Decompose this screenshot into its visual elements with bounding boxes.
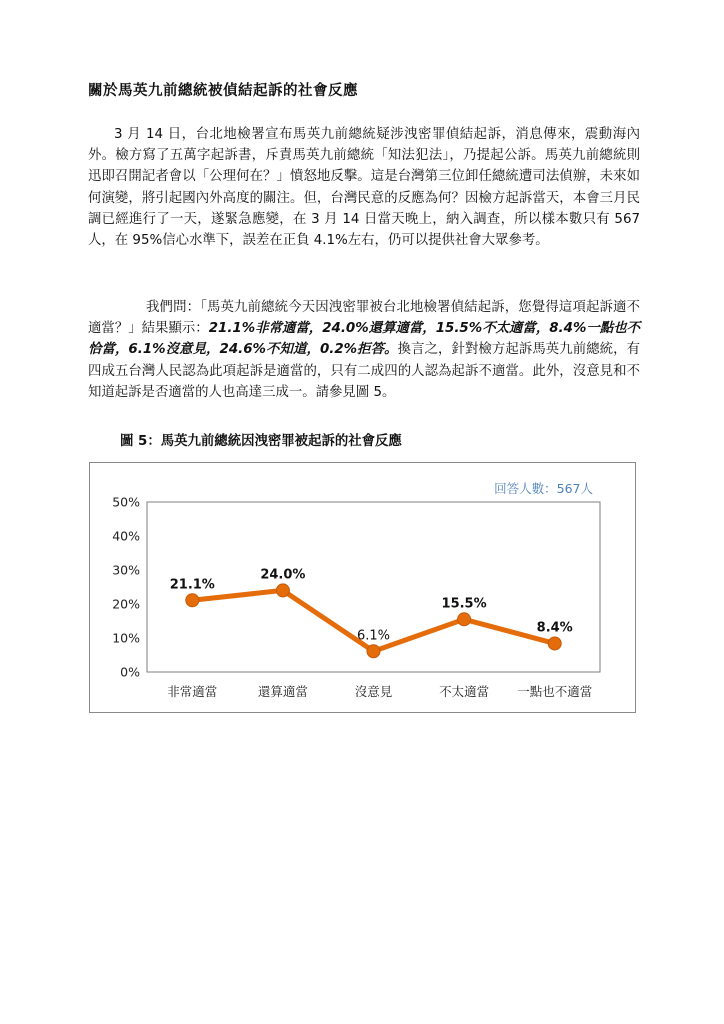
data-value-label: 8.4% bbox=[536, 620, 573, 636]
paragraph-results bbox=[88, 297, 640, 403]
y-tick-label: 10% bbox=[112, 630, 140, 646]
x-category-label: 非常適當 bbox=[167, 684, 218, 699]
data-value-label: 24.0% bbox=[260, 567, 306, 583]
data-point-marker bbox=[186, 594, 199, 607]
data-point-marker bbox=[458, 613, 471, 626]
y-tick-label: 30% bbox=[112, 562, 140, 578]
results-lead-text: 我們問：「馬英九前總統今天因洩密罪被台北地檢署偵結起訴，您覺得這項起訴適不適當？」結果顯示： bbox=[88, 300, 640, 337]
results-tail-text: 換言之，針對檢方起訴馬英九前總統，有四成五台灣人民認為此項起訴是適當的，只有二成四的人認為起訴不適當。此外，沒意見和不知道起訴是否適當的人也高達三成一。請參見圖 5。 bbox=[88, 342, 641, 400]
x-category-label: 沒意見 bbox=[354, 684, 393, 699]
y-tick-label: 20% bbox=[112, 596, 140, 612]
chart-frame bbox=[89, 462, 636, 713]
results-emphasis-text: 21.1%非常適當，24.0%還算適當，15.5%不太適當，8.4%一點也不恰當，6.1%沒意見，24.6%不知道，0.2%拒答。 bbox=[88, 321, 640, 358]
y-tick-label: 0% bbox=[120, 664, 140, 680]
x-category-label: 一點也不適當 bbox=[517, 684, 593, 699]
x-category-label: 還算適當 bbox=[257, 684, 308, 699]
data-point-marker bbox=[276, 584, 289, 597]
data-value-label: 21.1% bbox=[169, 577, 215, 593]
data-value-label: 6.1% bbox=[356, 628, 391, 644]
data-value-label: 15.5% bbox=[441, 596, 487, 612]
y-tick-label: 40% bbox=[112, 528, 140, 544]
paragraph-intro: 3 月 14 日，台北地檢署宣布馬英九前總統疑涉洩密罪偵結起訴，消息傳來，震動海內外。檢方寫了五萬字起訴書，斥責馬英九前總統「知法犯法」，乃提起公訴。馬英九前總統則迅即召開記者會以「公理何在？」憤怒地反擊。這是台灣第三位卸任總統遭司法偵辦，未來如何演變，將引起國內外高度的關注。但，台灣民意的反應為何？因檢方起訴當天，本會三月民調已經進行了一天，遂緊急應變，在 3 月 14 日當天晚上，納入調查，所以樣本數只有 567 人，在 95%信心水準下，誤差在正負 4.1%左右，仍可以提供社會大眾參考。 bbox=[88, 127, 640, 249]
y-tick-label: 50% bbox=[112, 494, 140, 510]
line-chart bbox=[90, 463, 637, 714]
figure-caption: 圖 5：馬英九前總統因洩密罪被起訴的社會反應 bbox=[120, 434, 402, 449]
x-category-label: 不太適當 bbox=[439, 684, 490, 699]
document-title: 關於馬英九前總統被偵結起訴的社會反應 bbox=[88, 82, 358, 99]
data-point-marker bbox=[548, 637, 561, 650]
respondents-label: 回答人數：567人 bbox=[494, 481, 593, 496]
data-point-marker bbox=[367, 645, 380, 658]
